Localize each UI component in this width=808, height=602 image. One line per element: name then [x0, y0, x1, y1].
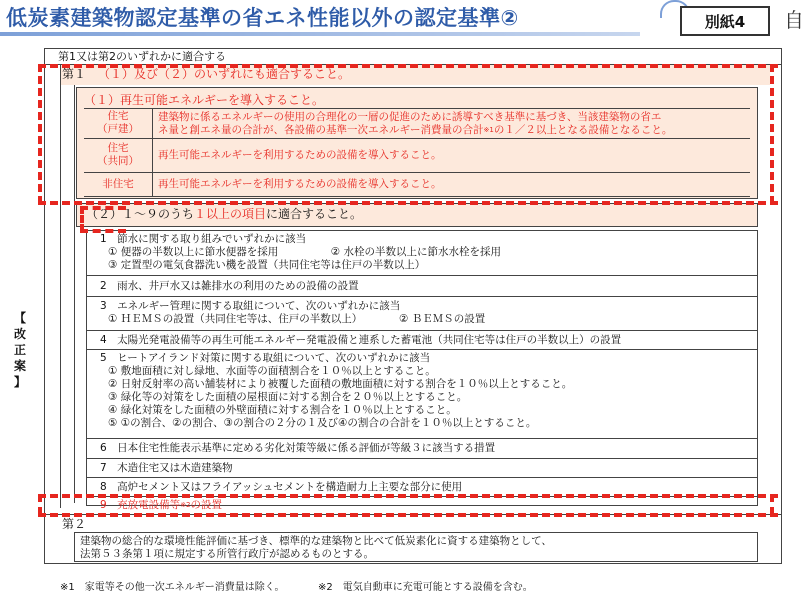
list-item: 8 高炉セメント又はフライアッシュセメントを構造耐力上主要な部分に使用: [100, 481, 463, 493]
highlight-dashed-border: [38, 494, 778, 498]
row-label-house-detached: 住宅 （戸建）: [97, 110, 139, 135]
highlight-dashed-border: [38, 64, 778, 68]
list-item: 7 木造住宅又は木造建築物: [100, 462, 233, 474]
row-text-house-detached: 建築物に係るエネルギーの使用の合理化の一層の促進のために誘導すべき基準に基づき、当該建築物の省エ ネ量と創エネ量の合計が、各設備の基準一次エネルギー消費量の合計$^{※1}$の１／２以上となる設備となること。: [158, 111, 673, 136]
divider: [86, 477, 758, 478]
divider: [84, 138, 750, 139]
highlight-dashed-border: [80, 206, 126, 210]
cut-off-title-char: 自: [784, 8, 804, 32]
section2-label: 第２: [62, 517, 87, 531]
row-label-house-collective: 住宅 （共同）: [97, 142, 139, 167]
row-text-house-collective: 再生可能エネルギーを利用するための設備を導入すること。: [158, 149, 442, 161]
page-title: 低炭素建築物認定基準の省エネ性能以外の認定基準②: [6, 6, 519, 30]
highlight-dashed-border: [80, 206, 84, 232]
divider: [86, 458, 758, 459]
title-underline: [0, 32, 640, 36]
divider: [60, 64, 61, 508]
divider: [84, 108, 750, 109]
divider: [86, 438, 758, 439]
divider: [86, 349, 758, 350]
divider: [86, 296, 758, 297]
list-item: 5 ヒートアイランド対策に関する取組について、次のいずれかに該当 ① 敷地面積に対し緑地、水面等の面積割合を１０％以上とすること。 ② 日射反射率の高い舗装材により被覆した面積の敷地面積に対する割合を１０％以上とすること。 ③ 緑化等の対策をした面積の屋根面に対する割合を２０％以上とすること。 ④ 緑化対策をした面積の外壁面積に対する割合を１０％以上とすること。 ⑤ ①の割合、②の割合、③の割合の２分の１及び④の割合の合計を１０％以上とすること。: [100, 352, 573, 429]
section1-text: （１）及び（２）のいずれにも適合すること。: [98, 67, 351, 81]
list-item: 2 雨水、井戸水又は雑排水の利用のための設備の設置: [100, 280, 359, 292]
list-item: 6 日本住宅性能表示基準に定める劣化対策等級に係る評価が等級３に該当する措置: [100, 442, 496, 454]
divider: [74, 85, 75, 503]
side-label-revision: 【 改 正 案 】: [13, 311, 26, 389]
divider: [152, 108, 153, 196]
highlight-dashed-border: [38, 513, 778, 517]
list-item: 1 節水に関する取り組みでいずれかに該当 ① 便器の半数以上に節水便器を採用 ② 水栓の半数以上に節水水栓を採用 ③ 定置型の電気食器洗い機を設置（共同住宅等は住戸の半数以上）: [100, 233, 501, 271]
list-item: 3 エネルギー管理に関する取組について、次のいずれかに該当 ① ＨＥＭＳの設置（共同住宅等は、住戸の半数以上） ② ＢＥＭＳの設置: [100, 300, 486, 325]
sub1-title: （１）再生可能エネルギーを導入すること。: [84, 93, 325, 107]
divider: [86, 330, 758, 331]
divider: [86, 275, 758, 276]
divider: [84, 172, 750, 173]
row-label-non-house: 非住宅: [102, 178, 134, 190]
highlight-dashed-border: [38, 494, 42, 515]
highlight-dashed-border: [770, 64, 774, 204]
section1-label: 第１: [62, 67, 87, 81]
appendix-badge: 別紙4: [680, 6, 770, 36]
sub2-title: （２）１～９のうち１以上の項目に適合すること。: [86, 207, 363, 221]
intro-text: 第1又は第2のいずれかに適合する: [58, 50, 226, 63]
list-item-9: 9 充放電設備等$^{※2}$の設置: [100, 499, 223, 511]
highlight-dashed-border: [38, 64, 42, 204]
divider: [84, 196, 750, 197]
section2-text: 建築物の総合的な環境性能評価に基づき、標準的な建築物と比べて低炭素化に資する建築物として、 法第５３条第１項に規定する所管行政庁が認めるものとする。: [80, 535, 552, 560]
row-text-non-house: 再生可能エネルギーを利用するための設備を導入すること。: [158, 178, 442, 190]
highlight-dashed-border: [38, 201, 778, 205]
highlight-dashed-border: [770, 494, 774, 515]
footnote-1: ※1 家電等その他一次エネルギー消費量は除く。: [60, 582, 285, 593]
footnote-2: ※2 電気自動車に充電可能とする設備を含む。: [318, 582, 533, 593]
highlight-dashed-border: [80, 229, 126, 233]
list-item: 4 太陽光発電設備等の再生可能エネルギー発電設備と連系した蓄電池（共同住宅等は住戸の半数以上）の設置: [100, 334, 622, 346]
